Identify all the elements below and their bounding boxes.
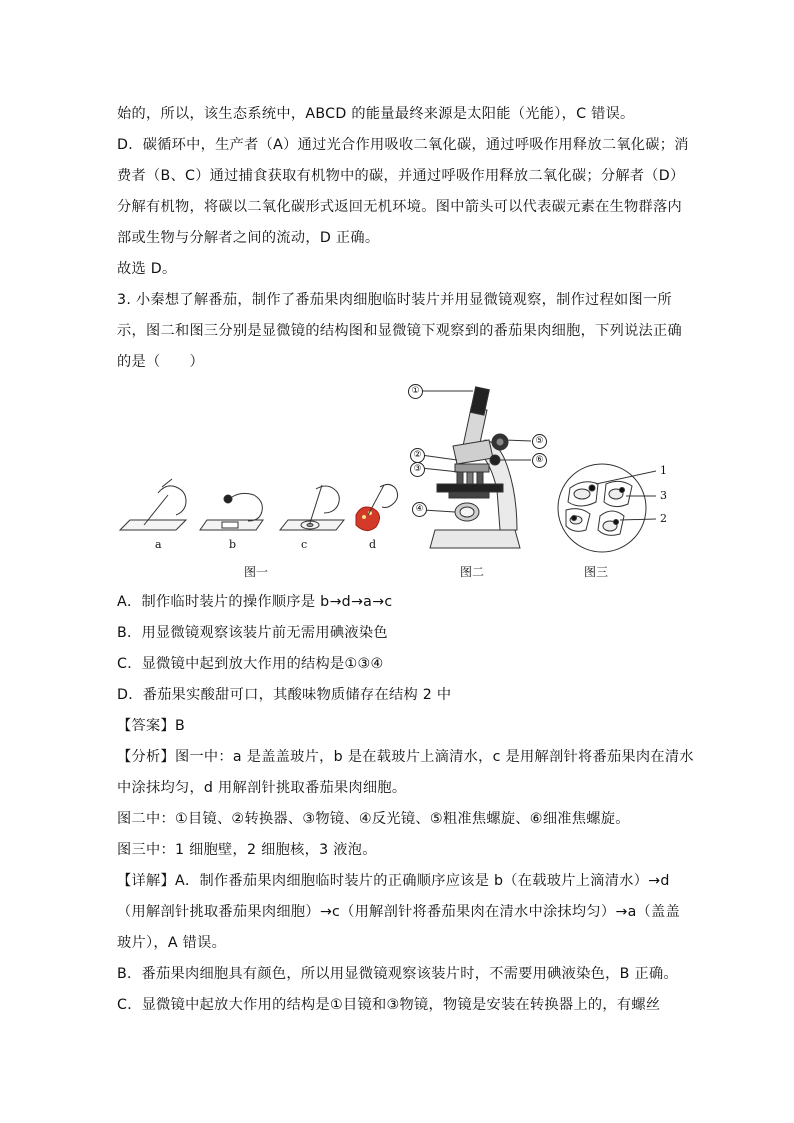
question-stem: 3. 小秦想了解番茄，制作了番茄果肉细胞临时装片并用显微镜观察，制作过程如图一所 xyxy=(117,292,672,308)
option-d: D．番茄果实酸甜可口，其酸味物质储存在结构 2 中 xyxy=(117,687,452,703)
analysis-line: 中涂抹均匀，d 用解剖针挑取番茄果肉细胞。 xyxy=(117,780,407,796)
text-line: 分解有机物，将碳以二氧化碳形式返回无机环境。图中箭头可以代表碳元素在生物群落内 xyxy=(117,199,683,215)
figure2-part-label: ⑤ xyxy=(532,434,547,449)
analysis-line: 图三中：1 细胞壁，2 细胞核，3 液泡。 xyxy=(117,842,377,858)
text-line: 费者（B、C）通过捕食获取有机物中的碳，并通过呼吸作用释放二氧化碳；分解者（D） xyxy=(117,168,685,184)
figure1-step-label: c xyxy=(301,538,308,551)
figure3-part-label: 1 xyxy=(660,464,667,477)
figure2-part-label: ② xyxy=(410,448,425,463)
figure1-step-label: a xyxy=(155,538,162,551)
figure3-caption: 图三 xyxy=(584,565,609,579)
analysis-line: 图二中：①目镜、②转换器、③物镜、④反光镜、⑤粗准焦螺旋、⑥细准焦螺旋。 xyxy=(117,811,630,827)
figure2-microscope-illustration xyxy=(405,380,560,560)
text-line: D．碳循环中，生产者（A）通过光合作用吸收二氧化碳，通过呼吸作用释放二氧化碳；消 xyxy=(117,137,689,153)
question-stem: 的是（ ） xyxy=(117,354,204,370)
text-line: 故选 D。 xyxy=(117,261,177,277)
figure2-part-label: ④ xyxy=(412,502,427,517)
figure2-part-label: ① xyxy=(408,384,423,399)
option-c: C．显微镜中起到放大作用的结构是①③④ xyxy=(117,656,384,672)
figure3-part-label: 2 xyxy=(660,512,667,525)
text-line: 始的，所以，该生态系统中，ABCD 的能量最终来源是太阳能（光能），C 错误。 xyxy=(117,106,635,122)
detail-line: 玻片），A 错误。 xyxy=(117,935,227,951)
figure1-procedure-illustration xyxy=(118,475,400,535)
detail-line: B．番茄果肉细胞具有颜色，所以用显微镜观察该装片时，不需要用碘液染色，B 正确。 xyxy=(117,966,678,982)
figure2-part-label: ③ xyxy=(410,462,425,477)
text-line: 部或生物与分解者之间的流动，D 正确。 xyxy=(117,230,380,246)
figure2-caption: 图二 xyxy=(460,565,485,579)
answer-line: 【答案】B xyxy=(117,718,185,734)
detail-line: （用解剖针挑取番茄果肉细胞）→c（用解剖针将番茄果肉在清水中涂抹均匀）→a（盖盖 xyxy=(117,904,681,920)
option-b: B．用显微镜观察该装片前无需用碘液染色 xyxy=(117,625,388,641)
option-a: A．制作临时装片的操作顺序是 b→d→a→c xyxy=(117,594,393,610)
detail-line: C．显微镜中起放大作用的结构是①目镜和③物镜，物镜是安装在转换器上的，有螺丝 xyxy=(117,997,661,1013)
detail-line: 【详解】A．制作番茄果肉细胞临时装片的正确顺序应该是 b（在载玻片上滴清水）→d xyxy=(117,873,670,889)
question-stem: 示，图二和图三分别是显微镜的结构图和显微镜下观察到的番茄果肉细胞，下列说法正确 xyxy=(117,323,683,339)
analysis-line: 【分析】图一中：a 是盖盖玻片，b 是在载玻片上滴清水，c 是用解剖针将番茄果肉在清水 xyxy=(117,749,694,765)
figure3-part-label: 3 xyxy=(660,489,667,502)
figure2-part-label: ⑥ xyxy=(532,453,547,468)
figure1-step-label: b xyxy=(229,538,237,551)
figure3-cells-illustration xyxy=(552,458,692,558)
figure1-step-label: d xyxy=(369,538,377,551)
figure1-caption: 图一 xyxy=(244,565,269,579)
